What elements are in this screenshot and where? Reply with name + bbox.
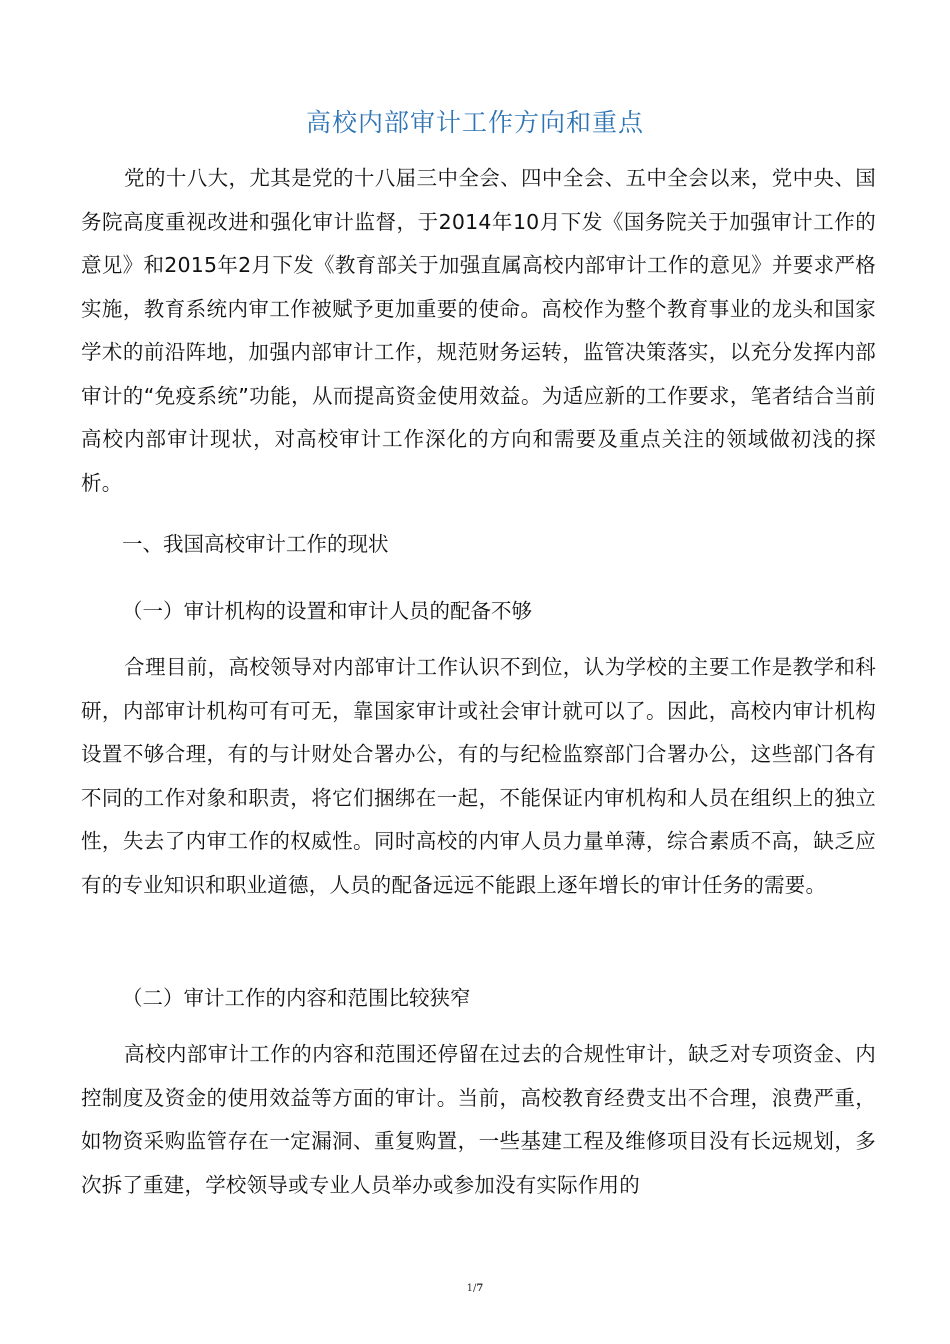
- subsection-1-body: 合理目前，高校领导对内部审计工作认识不到位，认为学校的主要工作是教学和科研，内部审计机构可有可无，靠国家审计或社会审计就可以了。因此，高校内审计机构设置不够合理，有的与计财处合署办公，有的与纪检监察部门合署办公，这些部门各有不同的工作对象和职责，将它们捆绑在一起，不能保证内审机构和人员在组织上的独立性，失去了内审工作的权威性。同时高校的内审人员力量单薄，综合素质不高，缺乏应有的专业知识和职业道德，人员的配备远远不能跟上逐年增长的审计任务的需要。: [81, 655, 876, 897]
- subsection-1-heading: （一）审计机构的设置和审计人员的配备不够: [122, 599, 532, 623]
- intro-paragraph: 党的十八大，尤其是党的十八届三中全会、四中全会、五中全会以来，党中央、国务院高度重视改进和强化审计监督，于2014年10月下发《国务院关于加强审计工作的意见》和2015年2月下发《教育部关于加强直属高校内部审计工作的意见》并要求严格实施，教育系统内审工作被赋予更加重要的使命。高校作为整个教育事业的龙头和国家学术的前沿阵地，加强内部审计工作，规范财务运转，监管决策落实，以充分发挥内部审计的“免疫系统”功能，从而提高资金使用效益。为适应新的工作要求，笔者结合当前高校内部审计现状，对高校审计工作深化的方向和需要及重点关注的领域做初浅的探析。: [81, 166, 876, 495]
- section-1-heading: 一、我国高校审计工作的现状: [122, 532, 389, 556]
- document-title: 高校内部审计工作方向和重点: [305, 108, 644, 137]
- page-total: 7: [476, 1283, 484, 1294]
- page-current: 1: [466, 1283, 474, 1294]
- subsection-2-heading: （二）审计工作的内容和范围比较狭窄: [122, 986, 471, 1010]
- page-number: [0, 1283, 950, 1294]
- subsection-2-body: 高校内部审计工作的内容和范围还停留在过去的合规性审计，缺乏对专项资金、内控制度及资金的使用效益等方面的审计。当前，高校教育经费支出不合理，浪费严重，如物资采购监管存在一定漏洞、重复购置，一些基建工程及维修项目没有长远规划，多次拆了重建，学校领导或专业人员举办或参加没有实际作用的: [81, 1042, 876, 1197]
- page-separator: /: [473, 1283, 477, 1294]
